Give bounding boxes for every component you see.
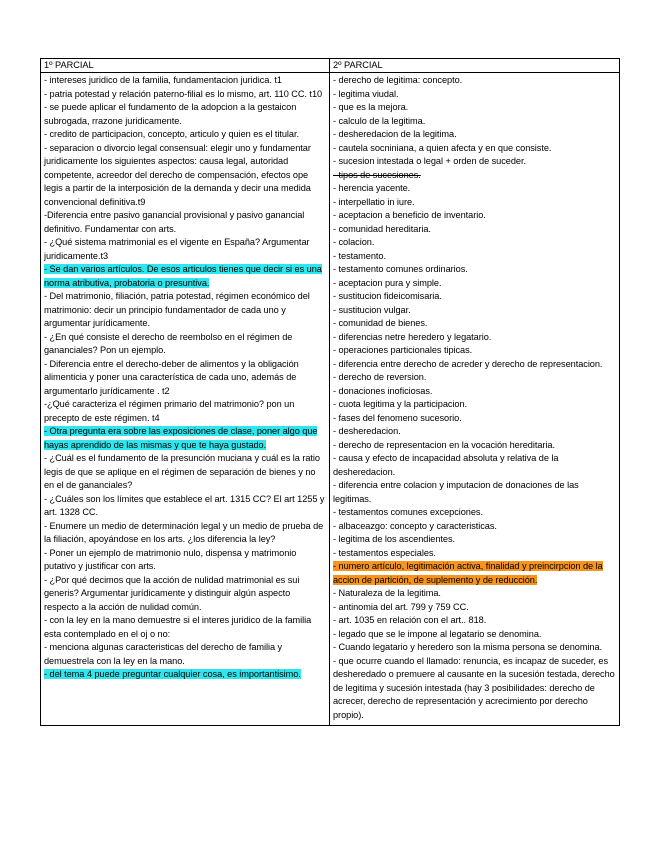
segundo-parcial-list-item <box>333 128 616 142</box>
primer-parcial-item-text: - con la ley en la mano demuestre si el interes juridico de la familia esta contemplado en el oj o no: <box>44 615 312 639</box>
segundo-parcial-item-text: - desheredacion. <box>333 426 401 436</box>
primer-parcial-item-text: - Diferencia entre el derecho-deber de alimentos y la obligación alimenticia y poner una característica de cada uno, además de argumentarlo jurídicamente . t2 <box>44 358 299 396</box>
primer-parcial-item-text: -Diferencia entre pasivo ganancial provisional y pasivo ganancial definitivo. Fundamentar con arts. <box>44 210 305 234</box>
primer-parcial-list-item <box>44 209 326 236</box>
primer-parcial-item-text: - separacion o divorcio legal consensual: elegir uno y fundamentar juridicamente los siguientes aspectos: causa legal, autoridad competente, acreedor del derecho de compensación, efectos ope legis a partir de la interposición de la demanda y decir una medida convencional definitiva.t9 <box>44 142 311 207</box>
primer-parcial-list-item <box>44 358 326 399</box>
segundo-parcial-list-item <box>333 182 616 196</box>
segundo-parcial-item-text: - comunidad hereditaria. <box>333 223 431 234</box>
primer-parcial-item-text: - del tema 4 puede preguntar cualquier cosa, es importantisimo. <box>44 669 301 679</box>
segundo-parcial-item-text: - colacion. <box>333 237 375 247</box>
segundo-parcial-item-text: - legitima de los ascendientes. <box>333 534 456 544</box>
primer-parcial-item-text: -¿Qué caracteriza el régimen primario del matrimonio? pon un precepto de este régimen. t4 <box>44 399 295 423</box>
segundo-parcial-list-item <box>333 601 616 615</box>
segundo-parcial-list-item <box>333 452 616 479</box>
segundo-parcial-column <box>330 73 620 726</box>
segundo-parcial-item-text: - antinomia del art. 799 y 759 CC. <box>333 601 469 612</box>
table-header-row <box>41 59 620 73</box>
segundo-parcial-item-text: - legitima viudal. <box>333 88 399 99</box>
primer-parcial-list-item <box>44 520 326 547</box>
segundo-parcial-item-text: - sustitucion fideicomisaria. <box>333 291 442 301</box>
segundo-parcial-item-text: - art. 1035 en relación con el art.. 818. <box>333 615 487 625</box>
segundo-parcial-list-item <box>333 439 616 453</box>
primer-parcial-list-item <box>44 614 326 641</box>
segundo-parcial-list-item <box>333 358 616 372</box>
segundo-parcial-list-item <box>333 641 616 655</box>
segundo-parcial-item-text: - diferencia entre derecho de acreder y derecho de representacion. <box>333 358 603 369</box>
segundo-parcial-item-text: - derecho de legitima: concepto. <box>333 75 463 85</box>
segundo-parcial-item-text: - derecho de representacion en la vocación hereditaria. <box>333 439 555 450</box>
primer-parcial-list-item <box>44 290 326 331</box>
segundo-parcial-item-text: - fases del fenomeno sucesorio. <box>333 412 462 423</box>
segundo-parcial-item-text: - Cuando legatario y heredero son la misma persona se denomina. <box>333 642 603 652</box>
segundo-parcial-item-text: - testamentos comunes excepciones. <box>333 507 483 517</box>
segundo-parcial-list-item <box>333 587 616 601</box>
primer-parcial-item-text: - ¿En qué consiste el derecho de reembolso en el régimen de gananciales? Pon un ejemplo. <box>44 331 293 355</box>
segundo-parcial-item-text: - albaceazgo: concepto y caracteristicas. <box>333 520 497 531</box>
primer-parcial-list-item <box>44 641 326 668</box>
primer-parcial-item-text: - ¿Por qué decimos que la acción de nulidad matrimonial es sui generis? Argumentar jurídicamente y distinguir algún aspecto respecto a la acción de nulidad común. <box>44 574 300 612</box>
primer-parcial-item-text: - Del matrimonio, filiación, patria potestad, régimen económico del matrimonio: decir un principio fundamentador de cada uno y argumentar jurídicamente. <box>44 291 310 328</box>
segundo-parcial-list-item <box>333 277 616 291</box>
segundo-parcial-list-item <box>333 655 616 723</box>
segundo-parcial-item-text: - donaciones inoficiosas. <box>333 385 433 396</box>
segundo-parcial-list-item <box>333 371 616 385</box>
primer-parcial-list-item <box>44 452 326 493</box>
segundo-parcial-list-item <box>333 304 616 318</box>
primer-parcial-list-item <box>44 574 326 615</box>
primer-parcial-list-item <box>44 101 326 128</box>
primer-parcial-list-item <box>44 547 326 574</box>
segundo-parcial-list-item <box>333 412 616 426</box>
primer-parcial-list-item <box>44 331 326 358</box>
header-segundo-parcial: 2º PARCIAL <box>330 59 620 73</box>
primer-parcial-list-item <box>44 398 326 425</box>
primer-parcial-item-text: - Se dan varios artículos. De esos articulos tienes que decir si es una norma atributiva, probatoria o presuntiva. <box>44 264 322 288</box>
segundo-parcial-item-text: - comunidad de bienes. <box>333 318 428 328</box>
segundo-parcial-list-item <box>333 101 616 115</box>
segundo-parcial-list-item <box>333 533 616 547</box>
segundo-parcial-list-item <box>333 520 616 534</box>
segundo-parcial-list-item <box>333 628 616 642</box>
primer-parcial-item-text: - Otra pregunta era sobre las exposiciones de clase, poner algo que hayas aprendido de las mismas y que te haya gustado. <box>44 426 318 450</box>
segundo-parcial-item-text: - derecho de reversion. <box>333 372 427 382</box>
segundo-parcial-list-item <box>333 250 616 264</box>
segundo-parcial-item-text: - que ocurre cuando el llamado: renuncia, es incapaz de suceder, es desheredado o premuere al causante en la sucesión testada, derecho de legitima y sucesión intestada (hay 3 posibilidades: derecho de acrecer, derecho de representación y acrecimiento por derecho propio). <box>333 655 615 720</box>
segundo-parcial-list-item <box>333 142 616 156</box>
segundo-parcial-item-text: - interpellatio in iure. <box>333 196 415 207</box>
primer-parcial-item-text: - menciona algunas caracteristicas del derecho de familia y demuestrela con la ley en la mano. <box>44 642 283 666</box>
segundo-parcial-item-text: - sucesion intestada o legal + orden de suceder. <box>333 156 526 166</box>
primer-parcial-item-text: - patria potestad y relación paterno-filial es lo mismo, art. 110 CC. t10 <box>44 88 323 99</box>
primer-parcial-list-item <box>44 493 326 520</box>
primer-parcial-item-text: - ¿Cuáles son los límites que establece el art. 1315 CC? El art 1255 y art. 1328 CC. <box>44 493 325 517</box>
segundo-parcial-list-item <box>333 209 616 223</box>
segundo-parcial-item-text: - cuota legitima y la participacion. <box>333 399 468 409</box>
segundo-parcial-list-item <box>333 196 616 210</box>
primer-parcial-item-text: - intereses juridico de la familia, fundamentacion juridica. t1 <box>44 75 282 85</box>
segundo-parcial-item-text: - cautela socniniana, a quien afecta y en que consiste. <box>333 142 552 153</box>
segundo-parcial-list-item <box>333 88 616 102</box>
segundo-parcial-item-text: - causa y efecto de incapacidad absoluta y relativa de la desheredacion. <box>333 453 559 477</box>
table-body-row <box>41 73 620 726</box>
segundo-parcial-item-text: - testamentos especiales. <box>333 547 436 558</box>
segundo-parcial-list-item <box>333 290 616 304</box>
segundo-parcial-list-item <box>333 506 616 520</box>
segundo-parcial-item-text: - diferencia entre colacion y imputacion de donaciones de las legitimas. <box>333 480 579 504</box>
primer-parcial-list-item <box>44 236 326 263</box>
segundo-parcial-list-item <box>333 317 616 331</box>
primer-parcial-item-text: - se puede aplicar el fundamento de la adopcion a la gestaicon subrogada, rrazone juridicamente. <box>44 102 297 126</box>
header-primer-parcial: 1º PARCIAL <box>41 59 330 73</box>
segundo-parcial-item-text: - aceptacion a beneficio de inventario. <box>333 210 486 220</box>
segundo-parcial-item-text: - testamento. <box>333 250 386 261</box>
segundo-parcial-list-item <box>333 479 616 506</box>
segundo-parcial-item-text: - testamento comunes ordinarios. <box>333 264 468 274</box>
segundo-parcial-list-item <box>333 560 616 587</box>
segundo-parcial-item-text: - legado que se le impone al legatario se denomina. <box>333 628 542 639</box>
segundo-parcial-list-item <box>333 236 616 250</box>
segundo-parcial-item-text: - que es la mejora. <box>333 102 409 112</box>
primer-parcial-item-text: - ¿Cuál es el fundamento de la presunción muciana y cuál es la ratio legis de que se aplique en el régimen de separación de bienes y no en el de gananciales? <box>44 453 320 490</box>
primer-parcial-list-item <box>44 74 326 88</box>
primer-parcial-list-item <box>44 263 326 290</box>
segundo-parcial-item-text: - sustitucion vulgar. <box>333 304 411 315</box>
segundo-parcial-list-item <box>333 331 616 345</box>
segundo-parcial-list-item <box>333 115 616 129</box>
segundo-parcial-item-text: - numero artículo, legitimación activa, finalidad y preincirpcion de la accion de partición, de suplemento y de reducción. <box>333 561 603 585</box>
primer-parcial-list-item <box>44 142 326 210</box>
segundo-parcial-list-item <box>333 398 616 412</box>
segundo-parcial-item-text: - aceptacion pura y simple. <box>333 277 442 288</box>
segundo-parcial-list-item <box>333 425 616 439</box>
primer-parcial-item-text: - Poner un ejemplo de matrimonio nulo, dispensa y matrimonio putativo y justificar con arts. <box>44 547 297 571</box>
primer-parcial-item-text: - credito de participacion, concepto, articulo y quien es el titular. <box>44 129 299 139</box>
segundo-parcial-item-text: - desheredacion de la legitima. <box>333 129 457 139</box>
primer-parcial-item-text: - Enumere un medio de determinación legal y un medio de prueba de la filiación, apoyándose en los arts. ¿los diferencia la ley? <box>44 520 324 544</box>
exam-topics-sheet <box>40 58 619 726</box>
segundo-parcial-list-item <box>333 344 616 358</box>
primer-parcial-list-item <box>44 425 326 452</box>
segundo-parcial-item-text: - herencia yacente. <box>333 183 411 193</box>
segundo-parcial-item-text: - Naturaleza de la legitima. <box>333 588 441 598</box>
segundo-parcial-list-item <box>333 74 616 88</box>
segundo-parcial-list-item <box>333 614 616 628</box>
primer-parcial-list-item <box>44 668 326 682</box>
segundo-parcial-list-item <box>333 223 616 237</box>
segundo-parcial-item-text: - operaciones particionales tipicas. <box>333 345 473 355</box>
segundo-parcial-list-item <box>333 547 616 561</box>
segundo-parcial-list-item <box>333 385 616 399</box>
segundo-parcial-item-text: - tipos de sucesiones. <box>333 169 421 180</box>
primer-parcial-list-item <box>44 88 326 102</box>
segundo-parcial-list-item <box>333 155 616 169</box>
primer-parcial-column <box>41 73 330 726</box>
segundo-parcial-list-item <box>333 169 616 183</box>
exam-topics-table <box>40 58 620 726</box>
segundo-parcial-item-text: - calculo de la legitima. <box>333 115 426 126</box>
segundo-parcial-item-text: - diferencias netre heredero y legatario. <box>333 331 492 342</box>
primer-parcial-item-text: - ¿Qué sistema matrimonial es el vigente en España? Argumentar juridicamente.t3 <box>44 237 310 261</box>
primer-parcial-list-item <box>44 128 326 142</box>
segundo-parcial-list-item <box>333 263 616 277</box>
